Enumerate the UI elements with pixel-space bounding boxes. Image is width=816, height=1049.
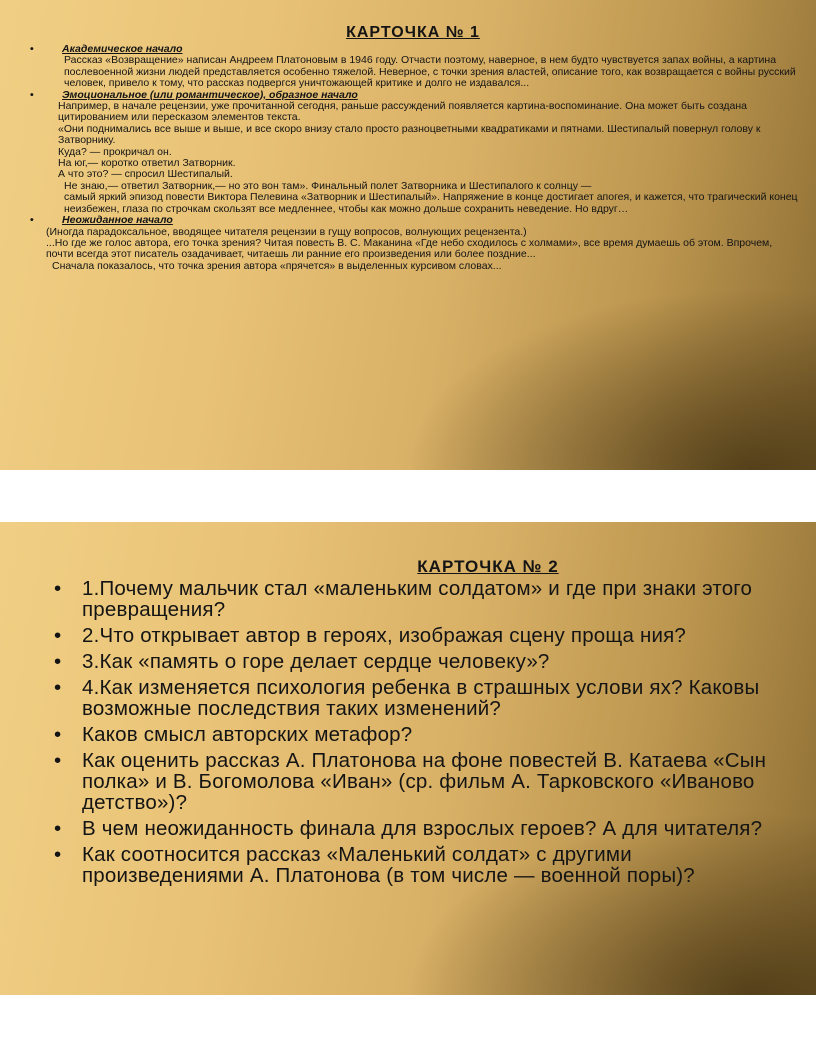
- card-1-body: [26, 44, 798, 272]
- card-2-title: КАРТОЧКА № 2: [417, 557, 559, 576]
- quote-line: На юг,— коротко ответил Затворник.: [58, 157, 236, 170]
- bullet-icon: •: [30, 43, 34, 55]
- paragraph-pelevin: самый яркий эпизод повести Виктора Пелевина «Затворник и Шестипалый». Напряжение в конце достигает апогея, и кажется, что трагический конец неизбежен, глаза по строчкам скользят все медленнее, чтобы как можно дольше сохранить неведение. Но вдруг…: [64, 191, 798, 215]
- quote-paragraph: «Они поднимались все выше и выше, и все скоро внизу стало просто разноцветными квадратиками и пятнами. Шестипалый повернул голову к Затворнику.: [58, 122, 761, 147]
- paragraph-makanin: ...Но где же голос автора, его точка зрения? Читая повесть В. С. Маканина «Где небо сходилось с холмами», все время думаешь об этом. Впрочем, почти всегда этот писатель озадачивает, читаешь ли ранние его произведения или более поздние...: [46, 236, 773, 261]
- bullet-icon: •: [54, 817, 62, 840]
- question-list: [52, 578, 786, 891]
- list-item: • Как соотносится рассказ «Маленький солдат» с другими произведениями А. Платонова (в том числе — военной поры)?: [54, 843, 695, 887]
- bullet-icon: •: [54, 843, 62, 866]
- paragraph-unexpected-note: (Иногда парадоксальное, вводящее читателя рецензии в гущу вопросов, волнующих рецензента.): [46, 225, 527, 238]
- bullet-icon: •: [54, 723, 62, 746]
- list-item: • В чем неожиданность финала для взрослых героев? А для читателя?: [54, 817, 763, 840]
- section-heading-unexpected: • Неожиданное начало: [30, 214, 173, 227]
- paragraph-author-view: Сначала показалось, что точка зрения автора «прячется» в выделенных курсивом словах...: [52, 259, 502, 272]
- slide-card-2: [0, 522, 816, 995]
- list-item: • 1.Почему мальчик стал «маленьким солдатом» и где при знаки этого превращения?: [54, 577, 753, 621]
- bullet-icon: •: [54, 676, 62, 699]
- list-item: • Как оценить рассказ А. Платонова на фоне повестей В. Катаева «Сын полка» и В. Богомолова «Иван» (ср. фильм А. Тарковского «Иваново детство»)?: [54, 749, 767, 814]
- bullet-icon: •: [30, 88, 34, 101]
- quote-line: Не знаю,— ответил Затворник,— но это вон там». Финальный полет Затворника и Шестипалого к солнцу —: [64, 179, 592, 192]
- bullet-icon: •: [54, 577, 62, 600]
- list-item: • 2.Что открывает автор в героях, изображая сцену проща ния?: [54, 624, 687, 647]
- paragraph-academic: Рассказ «Возвращение» написан Андреем Платоновым в 1946 году. Отчасти поэтому, наверное, в нем будто чувствуется запах войны, а картина послевоенной жизни людей представляется особенно тяжелой. Неверное, с точки зрения властей, описание того, как возвращается с войны русский человек, привело к тому, что рассказ подвергся уничтожающей критике и долго не издавался...: [64, 54, 796, 90]
- bullet-icon: •: [54, 650, 62, 673]
- card-1-title: КАРТОЧКА № 1: [346, 24, 480, 41]
- section-heading-emotional: • Эмоциональное (или романтическое), образное начало: [30, 88, 358, 101]
- quote-line: Куда? — прокричал он.: [58, 145, 172, 158]
- list-item: • Каков смысл авторских метафор?: [54, 723, 413, 746]
- bullet-icon: •: [54, 624, 62, 647]
- list-item: • 4.Как изменяется психология ребенка в страшных услови ях? Каковы возможные последствия таких изменений?: [54, 676, 760, 720]
- bullet-icon: •: [54, 749, 62, 772]
- section-heading-academic: • Академическое начало: [30, 43, 183, 55]
- bullet-icon: •: [30, 214, 34, 227]
- paragraph-emotional: Например, в начале рецензии, уже прочитанной сегодня, раньше рассуждений появляется картина-воспоминание. Она может быть создана цитированием или пересказом элементов текста.: [58, 100, 748, 124]
- list-item: • 3.Как «память о горе делает сердце человеку»?: [54, 650, 550, 673]
- quote-line: А что это? — спросил Шестипалый.: [58, 168, 233, 181]
- slide-card-1: [0, 0, 816, 470]
